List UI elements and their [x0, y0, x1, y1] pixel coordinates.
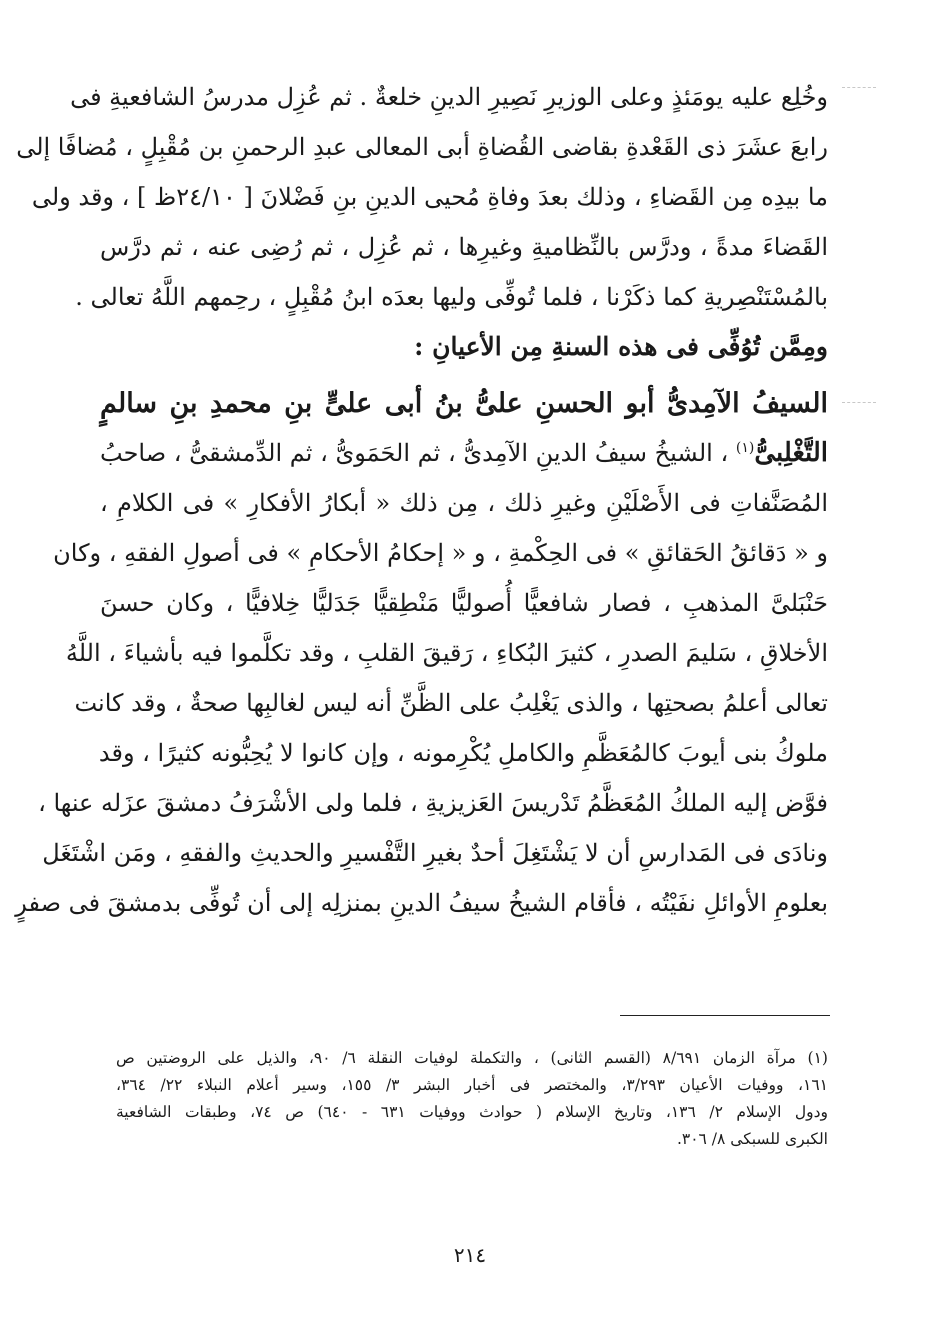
text-line: حَنْبَلىَّ المذهبِ ، فصار شافعيًّا أُصوليًّا مَنْطِقيًّا جَدَليًّا خِلافيًّا ، وكان حسنَ: [100, 589, 828, 617]
footnote-line: الكبرى للسبكى ٨/ ٣٠٦.: [676, 1130, 828, 1148]
text-line: ما بيدِه مِن القَضاءِ ، وذلك بعدَ وفاةِ مُحيى الدينِ بنِ فَضْلانَ [ ٢٤/١٠ظ ] ، وقد ولى: [31, 183, 828, 211]
text-line: تعالى أعلمُ بصحتِها ، والذى يَغْلِبُ على الظَّنِّ أنه ليس لغالبِها صحةٌ ، وقد كانت: [74, 689, 828, 717]
entry-first-line: [100, 428, 828, 478]
footnote-line: (١) مرآة الزمان ٨/٦٩١ (القسم الثانى) ، والتكملة لوفيات النقلة ٦/ ٩٠، والذيل على الروضتين ص: [116, 1049, 828, 1067]
footnotes: [116, 1045, 828, 1153]
text-line: رابعَ عشَرَ ذى القَعْدةِ بقاضى القُضاةِ أبى المعالى عبدِ الرحمنِ بن مُقْبِلٍ ، مُضافًا إلى: [16, 133, 828, 161]
entry-line-rest: ، الشيخُ سيفُ الدينِ الآمِدىُّ ، ثم الحَمَوىُّ ، ثم الدِّمشقىُّ ، صاحبُ: [100, 439, 729, 467]
footnote-separator: [620, 1015, 830, 1016]
text-line: ونادَى فى المَدارسِ أن لا يَشْتَغِلَ أحدٌ بغيرِ التَّفْسيرِ والحديثِ والفقهِ ، ومَن اشْتَغَل: [42, 839, 828, 867]
entry-name-start: التَّغْلِبىُّ: [754, 438, 828, 468]
text-line: بعلومِ الأوائلِ نفَيْتُه ، فأقام الشيخُ سيفُ الدينِ بمنزلِه إلى أن تُوفِّى بدمشقَ فى صفرٍ: [15, 889, 828, 917]
main-text: [15, 72, 828, 928]
footnote-reference: (١): [735, 440, 755, 456]
text-line: المُصَنَّفاتِ فى الأَصْلَيْنِ وغيرِ ذلك ، مِن ذلك « أبكارُ الأفكارِ » فى الكلامِ ،: [100, 489, 828, 517]
text-line: و « دَقائقُ الحَقائقِ » فى الحِكْمةِ ، و « إحكامُ الأحكامِ » فى أصولِ الفقهِ ، وكان: [53, 539, 828, 567]
page-number: ٢١٤: [453, 1243, 487, 1267]
text-line: ملوكُ بنى أيوبَ كالمُعَظَّمِ والكاملِ يُكْرِمونه ، وإن كانوا لا يُحِبُّونه كثيرًا ، وقد: [98, 739, 828, 767]
text-line: بالمُسْتَنْصِريةِ كما ذكَرْنا ، فلما تُوفِّى وليها بعدَه ابنُ مُقْبِلٍ ، رحِمهم اللَّهُ تعالى .: [75, 283, 828, 311]
entry-heading: السيفُ الآمِدىُّ أبو الحسنِ علىُّ بنُ أبى علىٍّ بنِ محمدِ بنِ سالمٍ: [100, 388, 828, 419]
margin-mark: [842, 402, 876, 403]
text-line: الأخلاقِ ، سَليمَ الصدرِ ، كثيرَ البُكاءِ ، رَقيقَ القلبِ ، وقد تكلَّموا فيه بأشياءَ ، اللَّهُ: [65, 639, 828, 667]
text-line: وخُلِع عليه يومَئذٍ وعلى الوزيرِ نَصِيرِ الدينِ خلعةٌ . ثم عُزِل مدرسُ الشافعيةِ فى: [70, 83, 828, 111]
section-heading: ومِمَّن تُوُفِّى فى هذه السنةِ مِن الأعيانِ :: [414, 332, 828, 361]
text-line: القَضاءَ مدةً ، ودرَّس بالنِّظاميةِ وغيرِها ، ثم عُزِل ، ثم رُضِى عنه ، ثم درَّس: [100, 233, 828, 261]
margin-mark: [842, 87, 876, 88]
footnote-line: ودول الإسلام ٢/ ١٣٦، وتاريخ الإسلام ( حوادث ووفيات ٦٣١ - ٦٤٠) ص ٧٤، وطبقات الشافعية: [116, 1103, 829, 1121]
footnote-line: ١٦١، ووفيات الأعيان ٣/٢٩٣، والمختصر فى أخبار البشر ٣/ ١٥٥، وسير أعلام النبلاء ٢٢/ ٣٦٤،: [116, 1076, 828, 1094]
text-line: فوَّض إليه الملكُ المُعَظَّمُ تَدْريسَ العَزيزيةِ ، فلما ولى الأشْرَفُ دمشقَ عزَله عنها ،: [38, 789, 828, 817]
